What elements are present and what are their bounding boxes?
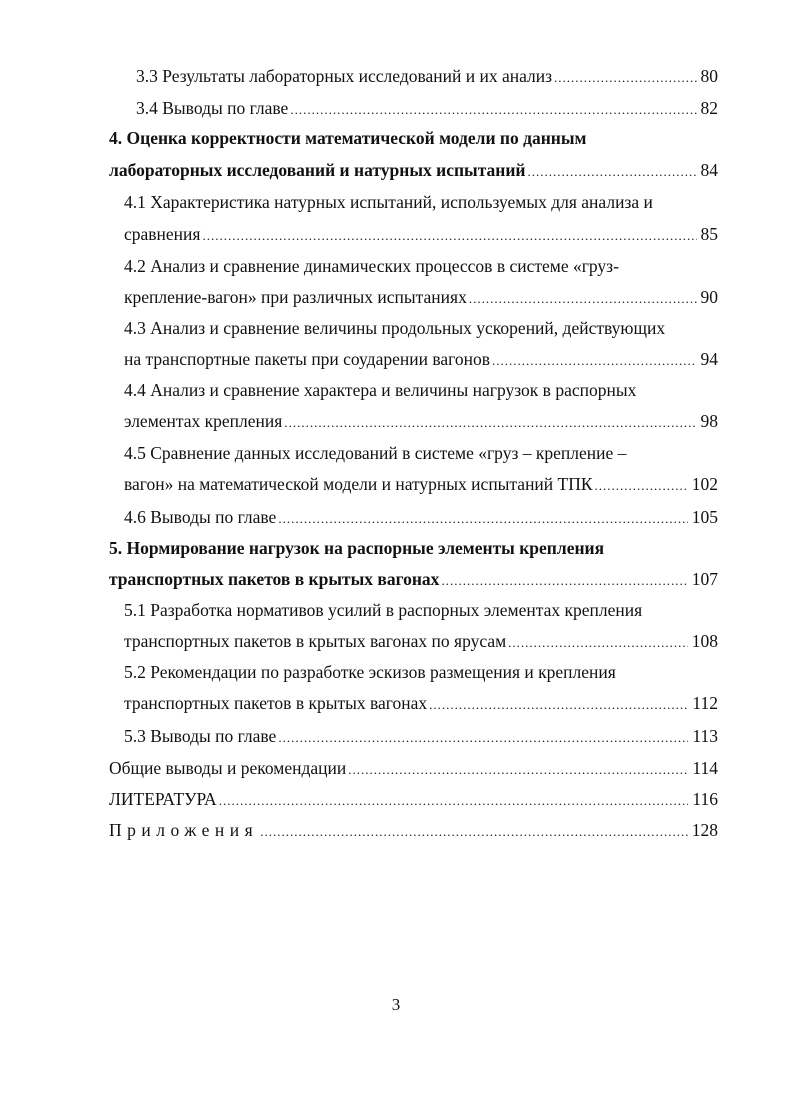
dot-leader: [469, 287, 697, 309]
toc-chapter-5-title: 5. Нормирование нагрузок на распорные элементы крепления: [109, 538, 605, 558]
toc-entry-appendices[interactable]: [109, 818, 718, 842]
toc-entry-title: на транспортные пакеты при соударении вагонов: [124, 349, 490, 369]
dot-leader: [278, 726, 688, 748]
toc-entry-title: 3.3 Результаты лабораторных исследований и их анализ: [136, 66, 553, 86]
dot-leader: [595, 474, 688, 496]
toc-section-5-1-title: 5.1 Разработка нормативов усилий в распорных элементах крепления: [124, 600, 643, 620]
toc-section-5-2-title: 5.2 Рекомендации по разработке эскизов размещения и крепления: [124, 662, 616, 682]
toc-entry-title: Общие выводы и рекомендации: [109, 758, 347, 778]
page-number-footer: 3: [391, 995, 401, 1014]
toc-page-number: 84: [700, 160, 718, 180]
toc-entry-3-4[interactable]: [136, 96, 718, 120]
toc-section-4-2-title: 4.2 Анализ и сравнение динамических процессов в системе «груз-: [124, 256, 619, 276]
toc-entry-4-5[interactable]: [124, 472, 718, 496]
toc-entry-title: крепление-вагон» при различных испытаниях: [124, 287, 467, 307]
toc-entry-title: транспортных пакетов в крытых вагонах: [109, 569, 440, 589]
toc-page-number: 108: [691, 631, 718, 651]
dot-leader: [260, 820, 688, 842]
toc-entry-title: ЛИТЕРАТУРА: [109, 789, 217, 809]
toc-page-number: 85: [700, 224, 718, 244]
toc-page-number: 102: [691, 474, 718, 494]
toc-entry-title: транспортных пакетов в крытых вагонах: [124, 693, 428, 713]
toc-section-4-5-title: 4.5 Сравнение данных исследований в системе «груз – крепление –: [124, 443, 627, 463]
toc-entry-chapter-5[interactable]: [109, 567, 718, 591]
dot-leader: [429, 693, 688, 715]
toc-page-number: 90: [700, 287, 718, 307]
toc-entry-title: вагон» на математической модели и натурных испытаний ТПК: [124, 474, 593, 494]
dot-leader: [290, 98, 696, 120]
toc-entry-title: 5.3 Выводы по главе: [124, 726, 277, 746]
dot-leader: [278, 507, 687, 529]
toc-entry-5-3[interactable]: [124, 724, 718, 748]
toc-page-number: 105: [691, 507, 718, 527]
toc-page-number: 98: [700, 411, 718, 431]
dot-leader: [348, 758, 688, 780]
toc-entry-4-2[interactable]: [124, 285, 718, 309]
toc-entry-5-1[interactable]: [124, 629, 718, 653]
toc-entry-title: транспортных пакетов в крытых вагонах по ярусам: [124, 631, 507, 651]
dot-leader: [219, 789, 689, 811]
toc-entry-title: элементах крепления: [124, 411, 283, 431]
toc-entry-literature[interactable]: [109, 787, 718, 811]
toc-page-number: 128: [691, 820, 718, 840]
toc-entry-title: 4.6 Выводы по главе: [124, 507, 277, 527]
toc-page-number: 82: [700, 98, 718, 118]
toc-page-number: 114: [692, 758, 718, 778]
toc-entry-title: Приложения: [109, 820, 259, 840]
toc-entry-4-4[interactable]: [124, 409, 718, 433]
toc-page-number: 107: [691, 569, 718, 589]
toc-page-number: 113: [692, 726, 718, 746]
dot-leader: [554, 66, 696, 88]
toc-entry-4-1[interactable]: [124, 222, 718, 246]
toc-entry-general-conclusions[interactable]: [109, 756, 718, 780]
toc-entry-chapter-4[interactable]: [109, 158, 718, 182]
dot-leader: [441, 569, 687, 591]
toc-entry-title: лабораторных исследований и натурных испытаний: [109, 160, 526, 180]
toc-section-4-1-title: 4.1 Характеристика натурных испытаний, используемых для анализа и: [124, 192, 653, 212]
toc-page-number: 116: [692, 789, 718, 809]
dot-leader: [492, 349, 697, 371]
toc-entry-4-6[interactable]: [124, 505, 718, 529]
toc-entry-title: сравнения: [124, 224, 201, 244]
toc-page-number: 112: [692, 693, 718, 713]
toc-page-number: 80: [700, 66, 718, 86]
dot-leader: [284, 411, 696, 433]
toc-entry-3-3[interactable]: [136, 64, 718, 88]
toc-entry-title: 3.4 Выводы по главе: [136, 98, 289, 118]
toc-entry-5-2[interactable]: [124, 691, 718, 715]
toc-page-number: 94: [700, 349, 718, 369]
toc-entry-4-3[interactable]: [124, 347, 718, 371]
toc-chapter-4-title: 4. Оценка корректности математической модели по данным: [109, 128, 587, 148]
dot-leader: [528, 160, 697, 182]
dot-leader: [202, 224, 696, 246]
dot-leader: [508, 631, 688, 653]
toc-section-4-4-title: 4.4 Анализ и сравнение характера и величины нагрузок в распорных: [124, 380, 637, 400]
toc-section-4-3-title: 4.3 Анализ и сравнение величины продольных ускорений, действующих: [124, 318, 666, 338]
